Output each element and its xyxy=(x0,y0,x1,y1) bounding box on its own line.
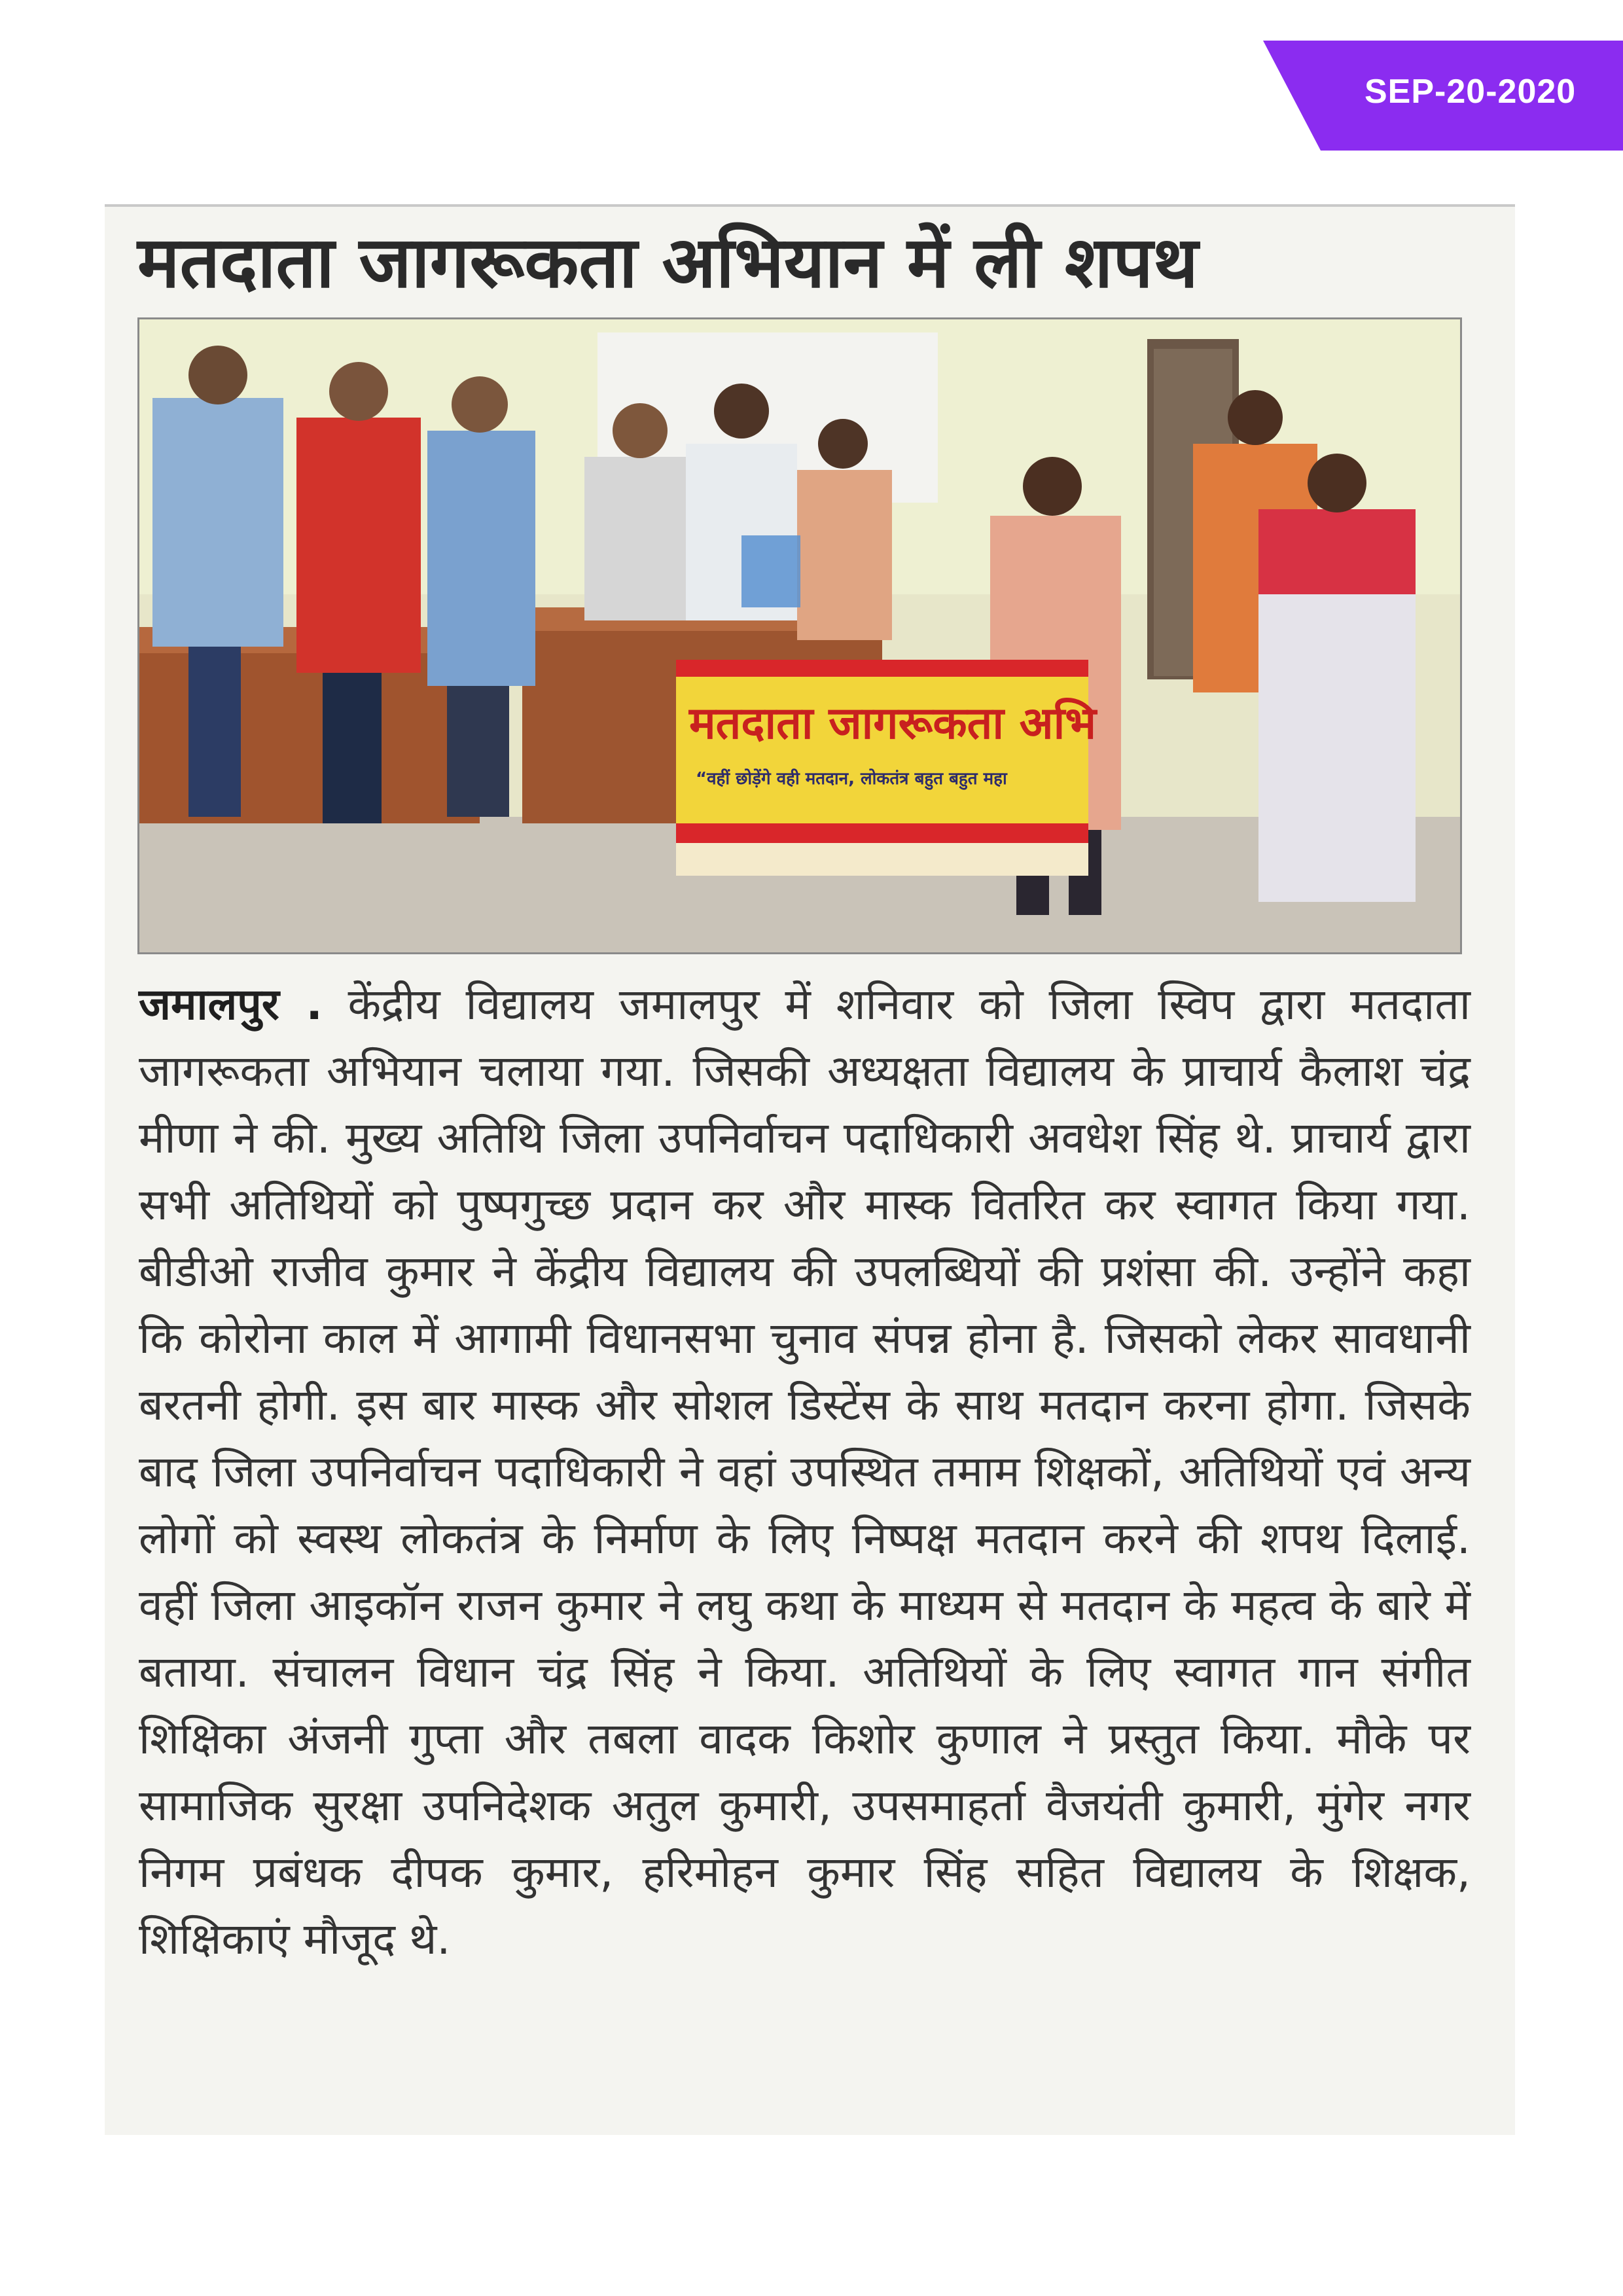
article-photo xyxy=(137,317,1462,954)
banner-title: मतदाता जागरूकता अभि xyxy=(689,698,1097,749)
photo-illustration xyxy=(139,319,1460,952)
article-body-text: केंद्रीय विद्यालय जमालपुर में शनिवार को जिला स्विप द्वारा मतदाता जागरूकता अभियान चलाया गया. जिसकी अध्यक्षता विद्यालय के प्राचार्य कैलाश चंद्र मीणा ने की. मुख्य अतिथि जिला उपनिर्वाचन पदाधिकारी अवधेश सिंह थे. प्राचार्य द्वारा सभी अतिथियों को पुष्पगुच्छ प्रदान कर और मास्क वितरित कर स्वागत किया गया. बीडीओ राजीव कुमार ने केंद्रीय विद्यालय की उपलब्धियों की प्रशंसा की. उन्होंने कहा कि कोरोना काल में आगामी विधानसभा चुनाव संपन्न होना है. जिसको लेकर सावधानी बरतनी होगी. इस बार मास्क और सोशल डिस्टेंस के साथ मतदान करना होगा. जिसके बाद जिला उपनिर्वाचन पदाधिकारी ने वहां उपस्थित तमाम शिक्षकों, अतिथियों एवं अन्य लोगों को स्वस्थ लोकतंत्र के निर्माण के लिए निष्पक्ष मतदान करने की शपथ दिलाई. वहीं जिला आइकॉन राजन कुमार ने लघु कथा के माध्यम से मतदान के महत्व के बारे में बताया. संचालन विधान चंद्र सिंह ने किया. अतिथियों के लिए स्वागत गान संगीत शिक्षिका अंजनी गुप्ता और तबला वादक किशोर कुणाल ने प्रस्तुत किया. मौके पर सामाजिक सुरक्षा उपनिदेशक अतुल कुमारी, उपसमाहर्ता वैजयंती कुमारी, मुंगेर नगर निगम प्रबंधक दीपक कुमार, हरिमोहन कुमार सिंह सहित विद्यालय के शिक्षक, शिक्षिकाएं मौजूद थे. xyxy=(139,979,1471,1964)
article-body xyxy=(139,971,1471,1973)
banner-subtitle: “वहीं छोड़ेंगे वही मतदान, लोकतंत्र बहुत बहुत महा xyxy=(696,769,1007,789)
top-rule xyxy=(105,204,1515,207)
article-dateline: जमालपुर . xyxy=(139,979,323,1030)
date-label: SEP-20-2020 xyxy=(1364,73,1577,111)
article-headline: मतदाता जागरूकता अभियान में ली शपथ xyxy=(137,222,1198,304)
